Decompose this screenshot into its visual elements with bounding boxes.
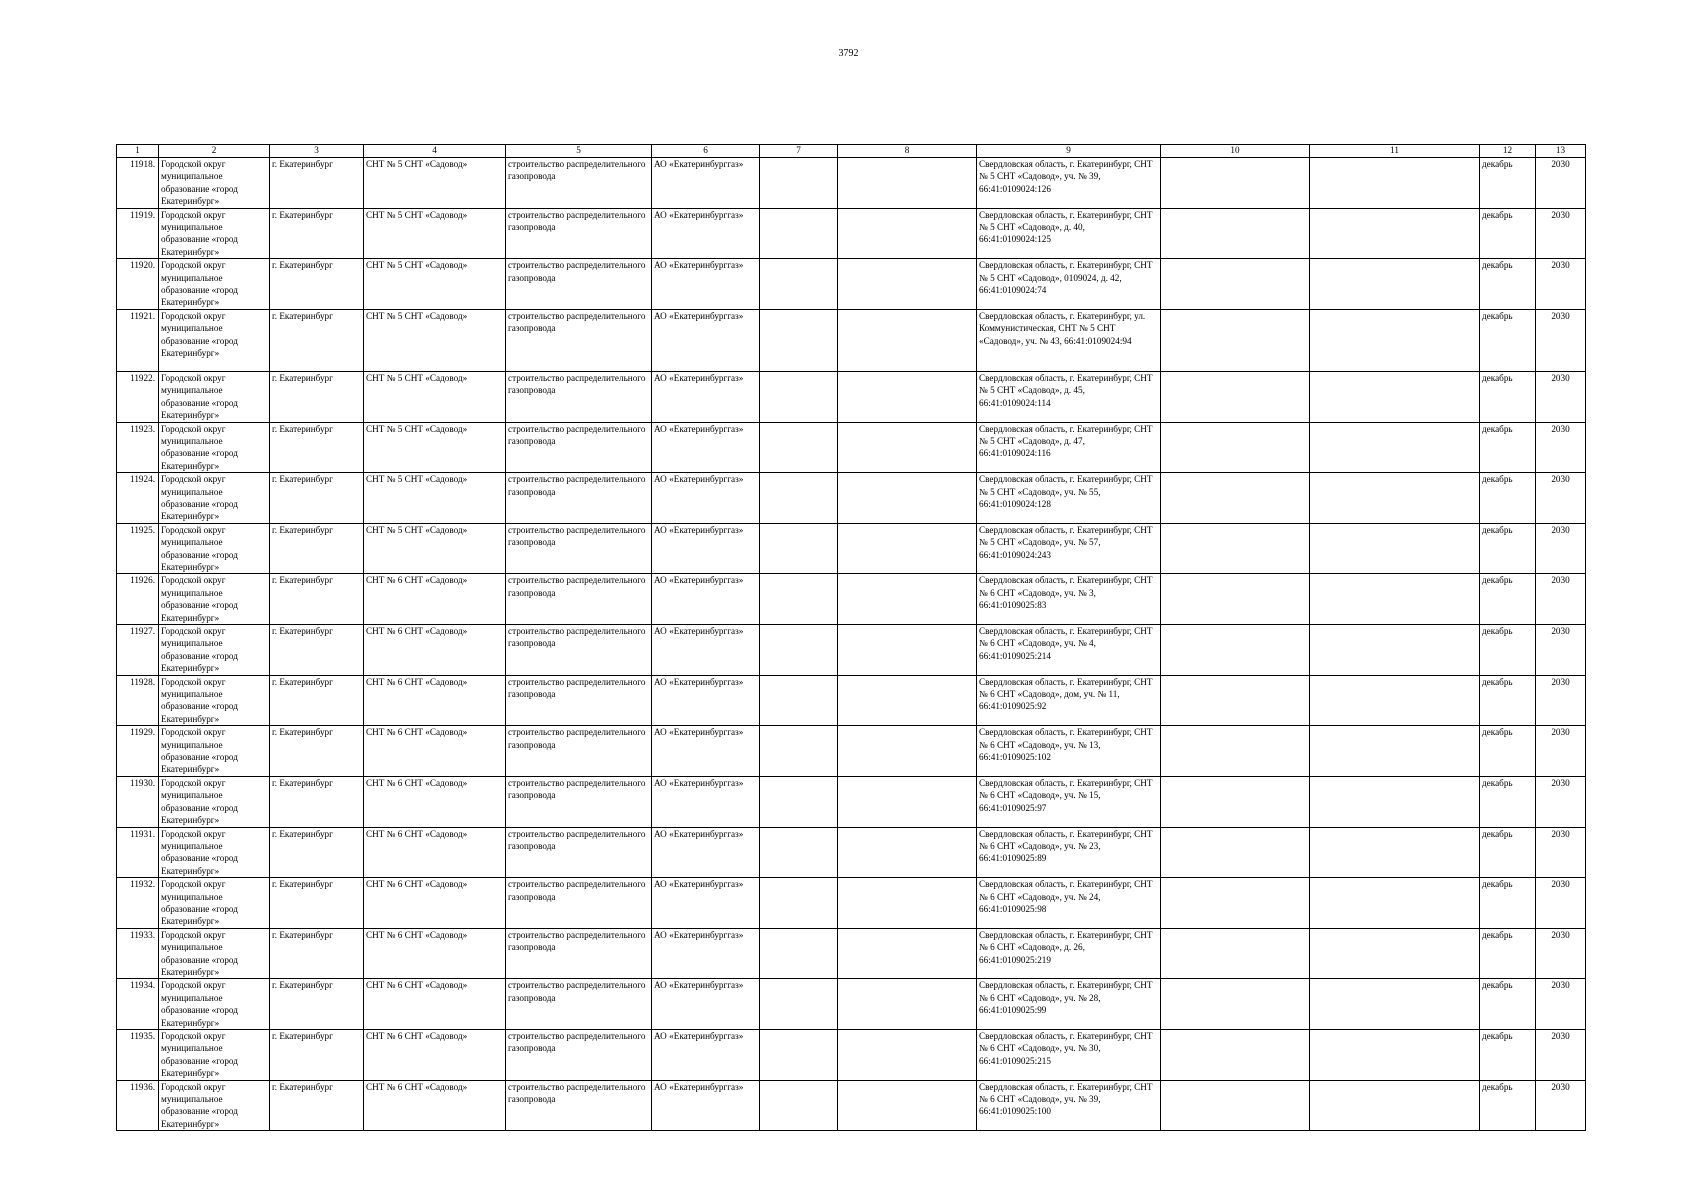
- municipality-cell: Городской округ муниципальное образование «город Екатеринбург»: [159, 928, 270, 979]
- row-number-cell: 11928.: [117, 675, 159, 726]
- column-8-cell: [838, 309, 977, 371]
- column-header: 3: [270, 145, 364, 158]
- column-header: 5: [506, 145, 652, 158]
- table-row: [117, 928, 1586, 979]
- city-cell: г. Екатеринбург: [270, 625, 364, 676]
- column-8-cell: [838, 878, 977, 929]
- table-row: [117, 259, 1586, 310]
- column-8-cell: [838, 422, 977, 473]
- column-11-cell: [1310, 928, 1480, 979]
- table-row: [117, 726, 1586, 777]
- table-row: [117, 523, 1586, 574]
- city-cell: г. Екатеринбург: [270, 827, 364, 878]
- column-header: 13: [1536, 145, 1586, 158]
- column-10-cell: [1161, 1030, 1310, 1081]
- address-cell: Свердловская область, г. Екатеринбург, СНТ № 6 СНТ «Садовод», уч. № 39, 66:41:0109025:100: [977, 1080, 1161, 1131]
- column-8-cell: [838, 523, 977, 574]
- address-cell: Свердловская область, г. Екатеринбург, СНТ № 6 СНТ «Садовод», уч. № 4, 66:41:0109025:214: [977, 625, 1161, 676]
- municipality-cell: Городской округ муниципальное образование «город Екатеринбург»: [159, 776, 270, 827]
- work-type-cell: строительство распределительного газопровода: [506, 523, 652, 574]
- row-number-cell: 11927.: [117, 625, 159, 676]
- organization-cell: АО «Екатеринбурггаз»: [652, 1080, 760, 1131]
- table-header: [117, 145, 1586, 158]
- address-cell: Свердловская область, г. Екатеринбург, СНТ № 6 СНТ «Садовод», уч. № 15, 66:41:0109025:97: [977, 776, 1161, 827]
- column-7-cell: [760, 158, 838, 209]
- month-cell: декабрь: [1480, 259, 1536, 310]
- header-row: [117, 145, 1586, 158]
- column-10-cell: [1161, 726, 1310, 777]
- address-cell: Свердловская область, г. Екатеринбург, СНТ № 6 СНТ «Садовод», уч. № 3, 66:41:0109025:83: [977, 574, 1161, 625]
- column-7-cell: [760, 422, 838, 473]
- city-cell: г. Екатеринбург: [270, 878, 364, 929]
- municipality-cell: Городской округ муниципальное образование «город Екатеринбург»: [159, 208, 270, 259]
- snt-cell: СНТ № 6 СНТ «Садовод»: [364, 776, 506, 827]
- column-header: 4: [364, 145, 506, 158]
- municipality-cell: Городской округ муниципальное образование «город Екатеринбург»: [159, 259, 270, 310]
- row-number-cell: 11936.: [117, 1080, 159, 1131]
- organization-cell: АО «Екатеринбурггаз»: [652, 928, 760, 979]
- column-11-cell: [1310, 523, 1480, 574]
- municipality-cell: Городской округ муниципальное образование «город Екатеринбург»: [159, 574, 270, 625]
- column-10-cell: [1161, 422, 1310, 473]
- table-row: [117, 422, 1586, 473]
- column-7-cell: [760, 675, 838, 726]
- organization-cell: АО «Екатеринбурггаз»: [652, 979, 760, 1030]
- column-10-cell: [1161, 574, 1310, 625]
- organization-cell: АО «Екатеринбурггаз»: [652, 523, 760, 574]
- column-8-cell: [838, 473, 977, 524]
- snt-cell: СНТ № 5 СНТ «Садовод»: [364, 208, 506, 259]
- column-header: 6: [652, 145, 760, 158]
- row-number-cell: 11919.: [117, 208, 159, 259]
- column-8-cell: [838, 928, 977, 979]
- column-11-cell: [1310, 827, 1480, 878]
- column-10-cell: [1161, 523, 1310, 574]
- work-type-cell: строительство распределительного газопровода: [506, 574, 652, 625]
- snt-cell: СНТ № 6 СНТ «Садовод»: [364, 827, 506, 878]
- city-cell: г. Екатеринбург: [270, 675, 364, 726]
- column-11-cell: [1310, 574, 1480, 625]
- column-7-cell: [760, 1080, 838, 1131]
- row-number-cell: 11926.: [117, 574, 159, 625]
- organization-cell: АО «Екатеринбурггаз»: [652, 726, 760, 777]
- organization-cell: АО «Екатеринбурггаз»: [652, 422, 760, 473]
- column-7-cell: [760, 208, 838, 259]
- column-11-cell: [1310, 309, 1480, 371]
- month-cell: декабрь: [1480, 928, 1536, 979]
- column-10-cell: [1161, 625, 1310, 676]
- table-row: [117, 574, 1586, 625]
- work-type-cell: строительство распределительного газопровода: [506, 675, 652, 726]
- city-cell: г. Екатеринбург: [270, 422, 364, 473]
- address-cell: Свердловская область, г. Екатеринбург, СНТ № 6 СНТ «Садовод», уч. № 30, 66:41:0109025:215: [977, 1030, 1161, 1081]
- column-8-cell: [838, 371, 977, 422]
- table-row: [117, 625, 1586, 676]
- column-11-cell: [1310, 259, 1480, 310]
- city-cell: г. Екатеринбург: [270, 523, 364, 574]
- address-cell: Свердловская область, г. Екатеринбург, СНТ № 5 СНТ «Садовод», уч. № 57, 66:41:0109024:243: [977, 523, 1161, 574]
- column-8-cell: [838, 726, 977, 777]
- column-8-cell: [838, 675, 977, 726]
- column-11-cell: [1310, 473, 1480, 524]
- column-11-cell: [1310, 878, 1480, 929]
- address-cell: Свердловская область, г. Екатеринбург, СНТ № 6 СНТ «Садовод», уч. № 23, 66:41:0109025:89: [977, 827, 1161, 878]
- column-10-cell: [1161, 259, 1310, 310]
- month-cell: декабрь: [1480, 422, 1536, 473]
- work-type-cell: строительство распределительного газопровода: [506, 473, 652, 524]
- column-8-cell: [838, 1030, 977, 1081]
- address-cell: Свердловская область, г. Екатеринбург, СНТ № 6 СНТ «Садовод», уч. № 28, 66:41:0109025:99: [977, 979, 1161, 1030]
- address-cell: Свердловская область, г. Екатеринбург, СНТ № 5 СНТ «Садовод», уч. № 39, 66:41:0109024:126: [977, 158, 1161, 209]
- row-number-cell: 11924.: [117, 473, 159, 524]
- organization-cell: АО «Екатеринбурггаз»: [652, 473, 760, 524]
- municipality-cell: Городской округ муниципальное образование «город Екатеринбург»: [159, 1080, 270, 1131]
- work-type-cell: строительство распределительного газопровода: [506, 827, 652, 878]
- table-row: [117, 878, 1586, 929]
- column-7-cell: [760, 776, 838, 827]
- snt-cell: СНТ № 6 СНТ «Садовод»: [364, 574, 506, 625]
- column-7-cell: [760, 309, 838, 371]
- snt-cell: СНТ № 5 СНТ «Садовод»: [364, 259, 506, 310]
- work-type-cell: строительство распределительного газопровода: [506, 309, 652, 371]
- city-cell: г. Екатеринбург: [270, 1080, 364, 1131]
- address-cell: Свердловская область, г. Екатеринбург, СНТ № 6 СНТ «Садовод», уч. № 13, 66:41:0109025:102: [977, 726, 1161, 777]
- work-type-cell: строительство распределительного газопровода: [506, 878, 652, 929]
- column-11-cell: [1310, 422, 1480, 473]
- table-row: [117, 158, 1586, 209]
- column-11-cell: [1310, 208, 1480, 259]
- column-8-cell: [838, 158, 977, 209]
- city-cell: г. Екатеринбург: [270, 574, 364, 625]
- month-cell: декабрь: [1480, 158, 1536, 209]
- month-cell: декабрь: [1480, 827, 1536, 878]
- column-7-cell: [760, 371, 838, 422]
- column-10-cell: [1161, 928, 1310, 979]
- month-cell: декабрь: [1480, 1080, 1536, 1131]
- column-10-cell: [1161, 158, 1310, 209]
- row-number-cell: 11923.: [117, 422, 159, 473]
- address-cell: Свердловская область, г. Екатеринбург, СНТ № 5 СНТ «Садовод», д. 47, 66:41:0109024:116: [977, 422, 1161, 473]
- address-cell: Свердловская область, г. Екатеринбург, СНТ № 6 СНТ «Садовод», д. 26, 66:41:0109025:219: [977, 928, 1161, 979]
- table-row: [117, 371, 1586, 422]
- address-cell: Свердловская область, г. Екатеринбург, СНТ № 6 СНТ «Садовод», уч. № 24, 66:41:0109025:98: [977, 878, 1161, 929]
- year-cell: 2030: [1536, 675, 1586, 726]
- month-cell: декабрь: [1480, 309, 1536, 371]
- column-header: 12: [1480, 145, 1536, 158]
- month-cell: декабрь: [1480, 523, 1536, 574]
- column-11-cell: [1310, 158, 1480, 209]
- snt-cell: СНТ № 5 СНТ «Садовод»: [364, 473, 506, 524]
- column-10-cell: [1161, 827, 1310, 878]
- work-type-cell: строительство распределительного газопровода: [506, 259, 652, 310]
- address-cell: Свердловская область, г. Екатеринбург, СНТ № 5 СНТ «Садовод», 0109024, д. 42, 66:41:0109024:74: [977, 259, 1161, 310]
- snt-cell: СНТ № 6 СНТ «Садовод»: [364, 878, 506, 929]
- table-row: [117, 827, 1586, 878]
- organization-cell: АО «Екатеринбурггаз»: [652, 371, 760, 422]
- month-cell: декабрь: [1480, 776, 1536, 827]
- year-cell: 2030: [1536, 523, 1586, 574]
- city-cell: г. Екатеринбург: [270, 158, 364, 209]
- column-header: 10: [1161, 145, 1310, 158]
- work-type-cell: строительство распределительного газопровода: [506, 1080, 652, 1131]
- row-number-cell: 11922.: [117, 371, 159, 422]
- column-8-cell: [838, 1080, 977, 1131]
- city-cell: г. Екатеринбург: [270, 726, 364, 777]
- row-number-cell: 11934.: [117, 979, 159, 1030]
- month-cell: декабрь: [1480, 473, 1536, 524]
- column-8-cell: [838, 827, 977, 878]
- municipality-cell: Городской округ муниципальное образование «город Екатеринбург»: [159, 625, 270, 676]
- year-cell: 2030: [1536, 309, 1586, 371]
- table-row: [117, 208, 1586, 259]
- snt-cell: СНТ № 5 СНТ «Садовод»: [364, 158, 506, 209]
- snt-cell: СНТ № 6 СНТ «Садовод»: [364, 979, 506, 1030]
- work-type-cell: строительство распределительного газопровода: [506, 422, 652, 473]
- row-number-cell: 11931.: [117, 827, 159, 878]
- column-10-cell: [1161, 878, 1310, 929]
- municipality-cell: Городской округ муниципальное образование «город Екатеринбург»: [159, 1030, 270, 1081]
- row-number-cell: 11920.: [117, 259, 159, 310]
- work-type-cell: строительство распределительного газопровода: [506, 371, 652, 422]
- column-11-cell: [1310, 776, 1480, 827]
- organization-cell: АО «Екатеринбурггаз»: [652, 827, 760, 878]
- address-cell: Свердловская область, г. Екатеринбург, СНТ № 5 СНТ «Садовод», д. 40, 66:41:0109024:125: [977, 208, 1161, 259]
- municipality-cell: Городской округ муниципальное образование «город Екатеринбург»: [159, 523, 270, 574]
- month-cell: декабрь: [1480, 979, 1536, 1030]
- column-7-cell: [760, 1030, 838, 1081]
- month-cell: декабрь: [1480, 625, 1536, 676]
- column-10-cell: [1161, 979, 1310, 1030]
- city-cell: г. Екатеринбург: [270, 1030, 364, 1081]
- work-type-cell: строительство распределительного газопровода: [506, 158, 652, 209]
- municipality-cell: Городской округ муниципальное образование «город Екатеринбург»: [159, 371, 270, 422]
- address-cell: Свердловская область, г. Екатеринбург, СНТ № 5 СНТ «Садовод», уч. № 55, 66:41:0109024:128: [977, 473, 1161, 524]
- column-11-cell: [1310, 371, 1480, 422]
- row-number-cell: 11918.: [117, 158, 159, 209]
- month-cell: декабрь: [1480, 1030, 1536, 1081]
- column-header: 2: [159, 145, 270, 158]
- month-cell: декабрь: [1480, 371, 1536, 422]
- organization-cell: АО «Екатеринбурггаз»: [652, 675, 760, 726]
- snt-cell: СНТ № 5 СНТ «Садовод»: [364, 422, 506, 473]
- year-cell: 2030: [1536, 827, 1586, 878]
- snt-cell: СНТ № 6 СНТ «Садовод»: [364, 1080, 506, 1131]
- city-cell: г. Екатеринбург: [270, 309, 364, 371]
- table-row: [117, 309, 1586, 371]
- column-11-cell: [1310, 1080, 1480, 1131]
- column-10-cell: [1161, 1080, 1310, 1131]
- municipality-cell: Городской округ муниципальное образование «город Екатеринбург»: [159, 422, 270, 473]
- organization-cell: АО «Екатеринбурггаз»: [652, 158, 760, 209]
- page-number: 3792: [838, 48, 859, 59]
- column-7-cell: [760, 473, 838, 524]
- snt-cell: СНТ № 6 СНТ «Садовод»: [364, 675, 506, 726]
- city-cell: г. Екатеринбург: [270, 371, 364, 422]
- work-type-cell: строительство распределительного газопровода: [506, 928, 652, 979]
- address-cell: Свердловская область, г. Екатеринбург, ул. Коммунистическая, СНТ № 5 СНТ «Садовод», уч. № 43, 66:41:0109024:94: [977, 309, 1161, 371]
- column-header: 7: [760, 145, 838, 158]
- row-number-cell: 11935.: [117, 1030, 159, 1081]
- column-7-cell: [760, 827, 838, 878]
- year-cell: 2030: [1536, 371, 1586, 422]
- column-10-cell: [1161, 776, 1310, 827]
- column-8-cell: [838, 259, 977, 310]
- row-number-cell: 11921.: [117, 309, 159, 371]
- year-cell: 2030: [1536, 726, 1586, 777]
- column-10-cell: [1161, 309, 1310, 371]
- municipality-cell: Городской округ муниципальное образование «город Екатеринбург»: [159, 878, 270, 929]
- table-row: [117, 675, 1586, 726]
- year-cell: 2030: [1536, 259, 1586, 310]
- column-11-cell: [1310, 726, 1480, 777]
- organization-cell: АО «Екатеринбурггаз»: [652, 878, 760, 929]
- municipality-cell: Городской округ муниципальное образование «город Екатеринбург»: [159, 473, 270, 524]
- column-8-cell: [838, 979, 977, 1030]
- column-7-cell: [760, 979, 838, 1030]
- column-11-cell: [1310, 979, 1480, 1030]
- year-cell: 2030: [1536, 928, 1586, 979]
- row-number-cell: 11925.: [117, 523, 159, 574]
- table-body: [117, 158, 1586, 1131]
- column-10-cell: [1161, 675, 1310, 726]
- column-7-cell: [760, 625, 838, 676]
- city-cell: г. Екатеринбург: [270, 776, 364, 827]
- month-cell: декабрь: [1480, 208, 1536, 259]
- column-11-cell: [1310, 625, 1480, 676]
- month-cell: декабрь: [1480, 675, 1536, 726]
- organization-cell: АО «Екатеринбурггаз»: [652, 1030, 760, 1081]
- month-cell: декабрь: [1480, 726, 1536, 777]
- city-cell: г. Екатеринбург: [270, 259, 364, 310]
- organization-cell: АО «Екатеринбурггаз»: [652, 574, 760, 625]
- municipality-cell: Городской округ муниципальное образование «город Екатеринбург»: [159, 158, 270, 209]
- table-row: [117, 1080, 1586, 1131]
- city-cell: г. Екатеринбург: [270, 928, 364, 979]
- municipality-cell: Городской округ муниципальное образование «город Екатеринбург»: [159, 675, 270, 726]
- organization-cell: АО «Екатеринбурггаз»: [652, 259, 760, 310]
- row-number-cell: 11929.: [117, 726, 159, 777]
- column-10-cell: [1161, 208, 1310, 259]
- year-cell: 2030: [1536, 473, 1586, 524]
- column-11-cell: [1310, 675, 1480, 726]
- organization-cell: АО «Екатеринбурггаз»: [652, 309, 760, 371]
- column-header: 1: [117, 145, 159, 158]
- address-cell: Свердловская область, г. Екатеринбург, СНТ № 6 СНТ «Садовод», дом, уч. № 11, 66:41:0109025:92: [977, 675, 1161, 726]
- column-header: 11: [1310, 145, 1480, 158]
- city-cell: г. Екатеринбург: [270, 473, 364, 524]
- year-cell: 2030: [1536, 878, 1586, 929]
- column-header: 8: [838, 145, 977, 158]
- month-cell: декабрь: [1480, 574, 1536, 625]
- row-number-cell: 11930.: [117, 776, 159, 827]
- column-11-cell: [1310, 1030, 1480, 1081]
- snt-cell: СНТ № 6 СНТ «Садовод»: [364, 1030, 506, 1081]
- year-cell: 2030: [1536, 422, 1586, 473]
- snt-cell: СНТ № 5 СНТ «Садовод»: [364, 309, 506, 371]
- table-row: [117, 776, 1586, 827]
- registry-table: [116, 144, 1586, 1131]
- column-header: 9: [977, 145, 1161, 158]
- column-7-cell: [760, 726, 838, 777]
- column-7-cell: [760, 928, 838, 979]
- year-cell: 2030: [1536, 979, 1586, 1030]
- year-cell: 2030: [1536, 158, 1586, 209]
- table-row: [117, 979, 1586, 1030]
- column-10-cell: [1161, 371, 1310, 422]
- year-cell: 2030: [1536, 574, 1586, 625]
- table-row: [117, 473, 1586, 524]
- city-cell: г. Екатеринбург: [270, 208, 364, 259]
- work-type-cell: строительство распределительного газопровода: [506, 208, 652, 259]
- city-cell: г. Екатеринбург: [270, 979, 364, 1030]
- work-type-cell: строительство распределительного газопровода: [506, 1030, 652, 1081]
- column-7-cell: [760, 259, 838, 310]
- month-cell: декабрь: [1480, 878, 1536, 929]
- snt-cell: СНТ № 5 СНТ «Садовод»: [364, 371, 506, 422]
- address-cell: Свердловская область, г. Екатеринбург, СНТ № 5 СНТ «Садовод», д. 45, 66:41:0109024:114: [977, 371, 1161, 422]
- column-7-cell: [760, 878, 838, 929]
- year-cell: 2030: [1536, 1030, 1586, 1081]
- snt-cell: СНТ № 6 СНТ «Садовод»: [364, 726, 506, 777]
- work-type-cell: строительство распределительного газопровода: [506, 979, 652, 1030]
- year-cell: 2030: [1536, 625, 1586, 676]
- column-7-cell: [760, 523, 838, 574]
- organization-cell: АО «Екатеринбурггаз»: [652, 625, 760, 676]
- organization-cell: АО «Екатеринбурггаз»: [652, 208, 760, 259]
- row-number-cell: 11933.: [117, 928, 159, 979]
- row-number-cell: 11932.: [117, 878, 159, 929]
- municipality-cell: Городской округ муниципальное образование «город Екатеринбург»: [159, 979, 270, 1030]
- snt-cell: СНТ № 6 СНТ «Садовод»: [364, 928, 506, 979]
- work-type-cell: строительство распределительного газопровода: [506, 625, 652, 676]
- year-cell: 2030: [1536, 776, 1586, 827]
- municipality-cell: Городской округ муниципальное образование «город Екатеринбург»: [159, 726, 270, 777]
- year-cell: 2030: [1536, 1080, 1586, 1131]
- municipality-cell: Городской округ муниципальное образование «город Екатеринбург»: [159, 827, 270, 878]
- column-8-cell: [838, 625, 977, 676]
- column-7-cell: [760, 574, 838, 625]
- column-8-cell: [838, 208, 977, 259]
- municipality-cell: Городской округ муниципальное образование «город Екатеринбург»: [159, 309, 270, 371]
- snt-cell: СНТ № 5 СНТ «Садовод»: [364, 523, 506, 574]
- work-type-cell: строительство распределительного газопровода: [506, 726, 652, 777]
- work-type-cell: строительство распределительного газопровода: [506, 776, 652, 827]
- year-cell: 2030: [1536, 208, 1586, 259]
- column-10-cell: [1161, 473, 1310, 524]
- table-row: [117, 1030, 1586, 1081]
- column-8-cell: [838, 574, 977, 625]
- organization-cell: АО «Екатеринбурггаз»: [652, 776, 760, 827]
- snt-cell: СНТ № 6 СНТ «Садовод»: [364, 625, 506, 676]
- column-8-cell: [838, 776, 977, 827]
